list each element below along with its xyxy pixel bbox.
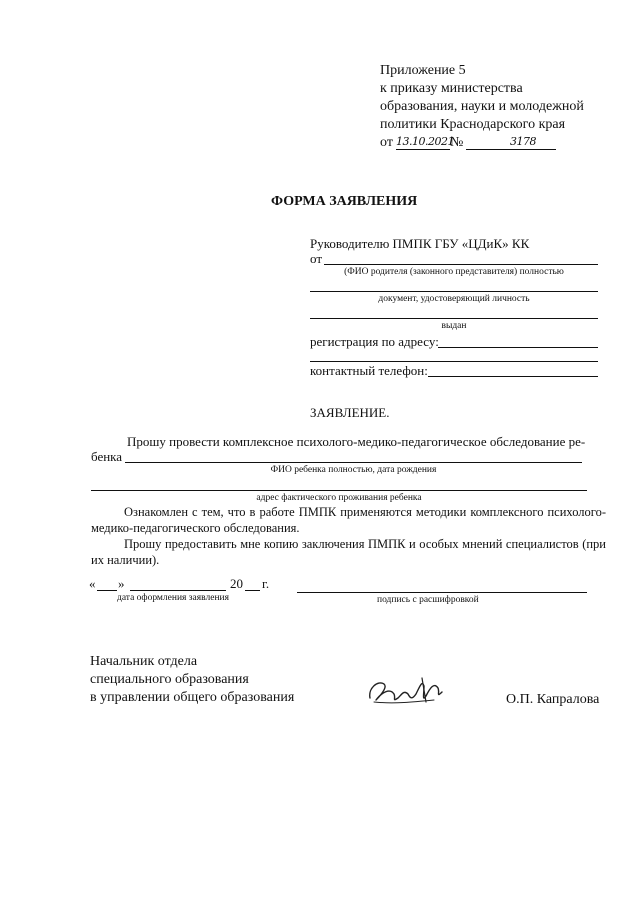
- registration-line: [438, 347, 598, 348]
- year-prefix: 20: [230, 576, 243, 591]
- handwritten-signature: [364, 672, 448, 712]
- acquainted-paragraph: Ознакомлен с тем, что в работе ПМПК применяются методики комплексного психолого-медико-педагогического обследования.: [91, 505, 606, 535]
- appendix-line-4: политики Краснодарского края: [380, 117, 566, 132]
- child-address-line: [91, 490, 587, 491]
- month-line: [130, 590, 226, 591]
- appendix-from-label: от: [380, 135, 393, 150]
- copy-request-paragraph: Прошу предоставить мне копию заключения ПМПК и особых мнений специалистов (при их наличии).: [91, 537, 606, 567]
- addressee-from-label: от: [310, 251, 323, 266]
- appendix-line-3: образования, науки и молодежной: [380, 99, 584, 114]
- date-quote-close: »: [118, 576, 125, 591]
- document-caption: документ, удостоверяющий личность: [378, 294, 530, 304]
- issued-caption: выдан: [441, 321, 467, 331]
- address-caption: адрес фактического проживания ребенка: [256, 493, 422, 503]
- footer-name: О.П. Капралова: [506, 692, 600, 707]
- date-quote-open: «: [89, 576, 96, 591]
- footer-position-line-3: в управлении общего образования: [90, 690, 295, 705]
- registration-label: регистрация по адресу:: [310, 334, 439, 349]
- child-caption: ФИО ребенка полностью, дата рождения: [270, 465, 437, 475]
- registration-line-2: [310, 361, 598, 362]
- appendix-date-line: [396, 149, 450, 150]
- year-line: [245, 590, 260, 591]
- appendix-number-handwritten: 3178: [510, 135, 536, 148]
- appendix-line-2: к приказу министерства: [380, 81, 523, 96]
- statement-title: ЗАЯВЛЕНИЕ.: [310, 405, 390, 420]
- phone-line: [428, 376, 598, 377]
- form-title: ФОРМА ЗАЯВЛЕНИЯ: [271, 194, 418, 209]
- footer-position-line-2: специального образования: [90, 672, 249, 687]
- date-caption: дата оформления заявления: [117, 593, 230, 603]
- footer-position-line-1: Начальник отдела: [90, 654, 198, 669]
- issued-line: [310, 318, 598, 319]
- appendix-line-1: Приложение 5: [380, 63, 466, 78]
- parent-caption: (ФИО родителя (законного представителя) полностью: [344, 267, 564, 277]
- request-line-2-prefix: бенка: [91, 449, 123, 464]
- addressee-to: Руководителю ПМПК ГБУ «ЦДиК» КК: [310, 236, 530, 251]
- document-line: [310, 291, 598, 292]
- signature-caption: подпись с расшифровкой: [377, 595, 479, 605]
- appendix-number-label: №: [450, 135, 464, 150]
- day-line: [97, 590, 117, 591]
- appendix-number-line: [466, 149, 556, 150]
- parent-name-line: [324, 264, 598, 265]
- year-suffix: г.: [262, 576, 270, 591]
- request-line-1: Прошу провести комплексное психолого-медико-педагогическое обследование ре-: [127, 434, 586, 449]
- appendix-date-handwritten: 13.10.2021: [396, 135, 454, 148]
- child-name-line: [125, 462, 582, 463]
- signature-line: [297, 592, 587, 593]
- phone-label: контактный телефон:: [310, 363, 428, 378]
